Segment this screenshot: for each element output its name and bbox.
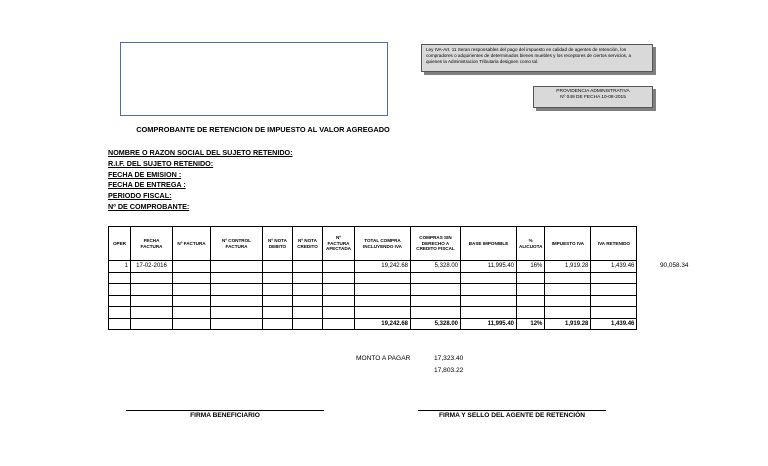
table-cell	[131, 272, 173, 284]
table-cell	[517, 284, 545, 296]
total-cell	[173, 318, 211, 330]
table-cell	[591, 307, 637, 319]
table-cell	[293, 295, 323, 307]
table-cell	[545, 295, 591, 307]
total-cell: 1,919.28	[545, 318, 591, 330]
logo-placeholder-box	[120, 42, 388, 116]
beneficiary-signature-label: FIRMA BENEFICIARIO	[190, 412, 260, 419]
table-cell	[109, 272, 131, 284]
table-cell: 16%	[517, 261, 545, 273]
providencia-title: PROVIDENCIA ADMINISTRATIVA	[556, 89, 630, 94]
table-cell: 1	[109, 261, 131, 273]
header-factura-afectada: Nº FACTURA AFECTADA	[323, 227, 355, 261]
table-cell	[411, 307, 461, 319]
retention-table	[108, 226, 637, 330]
table-cell	[211, 272, 263, 284]
table-cell	[355, 284, 411, 296]
table-cell	[517, 295, 545, 307]
field-numero-comprobante: Nº DE COMPROBANTE:	[108, 201, 190, 211]
table-cell: 5,328.00	[411, 261, 461, 273]
table-cell	[173, 295, 211, 307]
total-cell: 19,242.68	[355, 318, 411, 330]
table-cell	[355, 307, 411, 319]
table-cell: 1,439.46	[591, 261, 637, 273]
total-cell: 12%	[517, 318, 545, 330]
table-cell	[591, 272, 637, 284]
table-cell: 1,919.28	[545, 261, 591, 273]
field-periodo-fiscal: PERIODO FISCAL:	[108, 191, 172, 201]
table-cell	[263, 295, 293, 307]
total-cell	[109, 318, 131, 330]
document-title: COMPROBANTE DE RETENCION DE IMPUESTO AL VALOR AGREGADO	[136, 125, 390, 134]
table-cell	[109, 284, 131, 296]
table-cell	[323, 307, 355, 319]
table-cell: 19,242.68	[355, 261, 411, 273]
header-base-imponible: BASE IMPONIBLE	[461, 227, 517, 261]
subject-fields	[108, 148, 293, 213]
table-cell	[461, 307, 517, 319]
table-cell	[131, 284, 173, 296]
header-total-compra: TOTAL COMPRA INCLUYENDO IVA	[355, 227, 411, 261]
table-cell: 11,995.40	[461, 261, 517, 273]
table-cell	[545, 284, 591, 296]
total-cell	[211, 318, 263, 330]
agent-signature-line	[418, 410, 606, 411]
table-row	[109, 272, 637, 284]
table-cell	[355, 272, 411, 284]
table-cell	[517, 307, 545, 319]
header-impuesto-iva: IMPUESTO IVA	[545, 227, 591, 261]
table-cell	[323, 295, 355, 307]
table-cell	[461, 284, 517, 296]
table-cell	[211, 295, 263, 307]
total-cell	[323, 318, 355, 330]
total-cell	[263, 318, 293, 330]
monto-a-pagar-label: MONTO A PAGAR	[356, 355, 411, 362]
table-cell	[323, 284, 355, 296]
agent-signature-label: FIRMA Y SELLO DEL AGENTE DE RETENCIÓN	[438, 412, 586, 419]
table-cell	[545, 272, 591, 284]
table-cell	[263, 284, 293, 296]
table-cell	[545, 307, 591, 319]
table-cell	[109, 295, 131, 307]
table-cell	[411, 295, 461, 307]
totals-row	[109, 318, 637, 330]
providencia-ref: Nº 049 DE FECHA 10-08-2015	[560, 95, 626, 100]
table-cell	[517, 272, 545, 284]
table-cell	[211, 307, 263, 319]
field-rif: R.I.F. DEL SUJETO RETENIDO:	[108, 158, 214, 168]
table-header-row	[109, 227, 637, 261]
total-cell	[131, 318, 173, 330]
law-note-text: Ley IVA-Art. 11 Seran responsables del pago del impuesto en calidad de agentes de retención, los compradores o adquirientes de determinados bienes muebles y los receptores de ciertos servicios, a quienes la Administracion Tributaria designen como tal.	[426, 47, 632, 64]
table-cell	[591, 284, 637, 296]
total-cell	[293, 318, 323, 330]
table-cell	[263, 272, 293, 284]
monto-a-pagar-value: 17,323.40	[434, 355, 464, 362]
table-cell	[411, 284, 461, 296]
table-cell	[355, 295, 411, 307]
header-fecha-factura: FECHA FACTURA	[131, 227, 173, 261]
header-control-factura: Nº CONTROL FACTURA	[211, 227, 263, 261]
header-nota-debito: Nº NOTA DEBITO	[263, 227, 293, 261]
table-cell	[173, 307, 211, 319]
table-cell	[173, 261, 211, 273]
table-cell	[211, 284, 263, 296]
table-cell	[211, 261, 263, 273]
table-cell	[131, 307, 173, 319]
table-row	[109, 307, 637, 319]
table-cell	[591, 295, 637, 307]
table-cell	[131, 295, 173, 307]
total-cell: 5,328.00	[411, 318, 461, 330]
law-note-box	[421, 44, 653, 72]
field-fecha-entrega: FECHA DE ENTREGA :	[108, 180, 186, 190]
table-row	[109, 261, 637, 273]
total-cell: 11,995.40	[461, 318, 517, 330]
beneficiary-signature-line	[126, 410, 324, 411]
table-cell	[461, 295, 517, 307]
field-fecha-emision: FECHA DE EMISION :	[108, 169, 182, 179]
monto-secondary-value: 17,803.22	[434, 367, 464, 374]
providencia-box	[533, 86, 653, 108]
table-cell	[411, 272, 461, 284]
table-cell	[293, 272, 323, 284]
side-total-value: 90,058.34	[660, 262, 689, 269]
header-nota-credito: Nº NOTA CREDITO	[293, 227, 323, 261]
table-cell	[323, 272, 355, 284]
table-cell	[461, 272, 517, 284]
field-razon-social: NOMBRE O RAZON SOCIAL DEL SUJETO RETENIDO:	[108, 148, 293, 157]
table-cell	[293, 284, 323, 296]
table-cell	[263, 261, 293, 273]
table-cell	[173, 272, 211, 284]
table-cell: 17-02-2016	[131, 261, 173, 273]
total-cell: 1,439.46	[591, 318, 637, 330]
header-iva-retenido: IVA RETENIDO	[591, 227, 637, 261]
table-cell	[173, 284, 211, 296]
table-row	[109, 295, 637, 307]
table-cell	[323, 261, 355, 273]
header-alicuota: % ALICUOTA	[517, 227, 545, 261]
header-numero-factura: Nº FACTURA	[173, 227, 211, 261]
table-cell	[263, 307, 293, 319]
header-oper: OPER	[109, 227, 131, 261]
table-cell	[293, 307, 323, 319]
table-cell	[109, 307, 131, 319]
table-cell	[293, 261, 323, 273]
table-row	[109, 284, 637, 296]
header-compras-sin-derecho: COMPRAS SIN DERECHO A CREDITO FISCAL	[411, 227, 461, 261]
